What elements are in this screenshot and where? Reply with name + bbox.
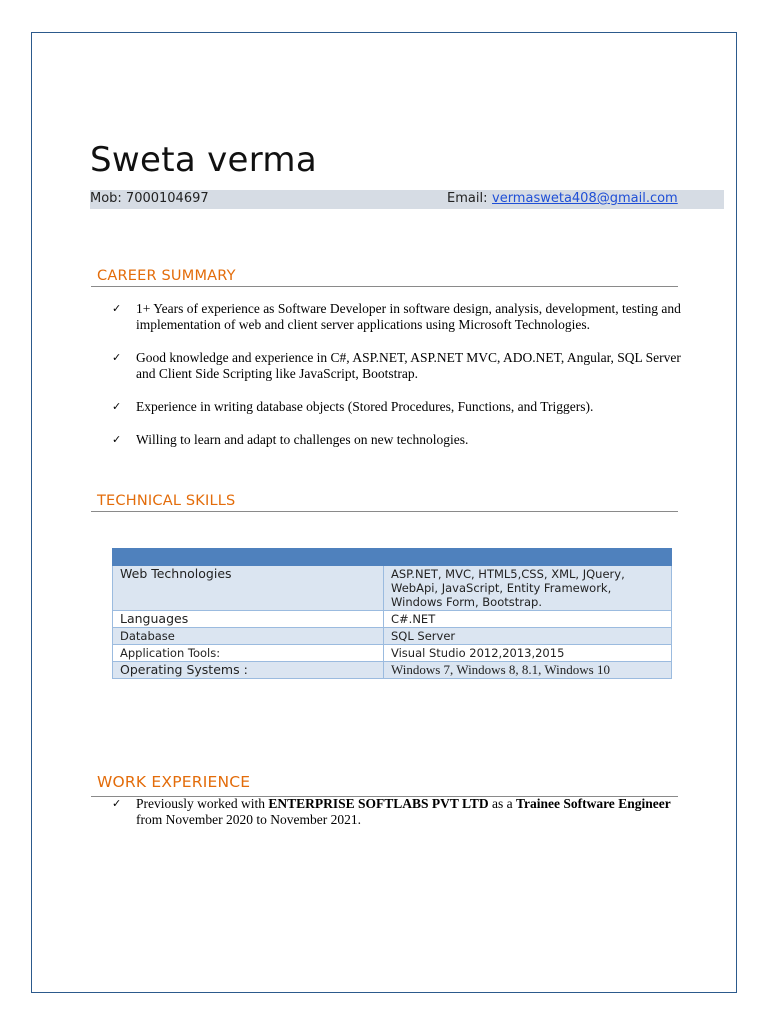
skill-category: Application Tools: (113, 645, 384, 662)
summary-text: Good knowledge and experience in C#, ASP.NET, ASP.NET MVC, ADO.NET, Angular, SQL Server and Client Side Scripting like JavaScript, Bootstrap. (136, 350, 681, 381)
technical-skills-rule (91, 511, 678, 512)
skill-value: ASP.NET, MVC, HTML5,CSS, XML, JQuery, WebApi, JavaScript, Entity Framework, Windows Form, Bootstrap. (384, 566, 672, 611)
table-row (113, 662, 672, 679)
work-duration: from November 2020 to November 2021. (136, 812, 361, 827)
summary-text: 1+ Years of experience as Software Developer in software design, analysis, development, testing and implementation of web and client server applications using Microsoft Technologies. (136, 301, 681, 332)
skills-table-header (113, 549, 672, 566)
table-row (113, 566, 672, 611)
check-mark-icon: ✓ (112, 433, 122, 446)
skill-category: Languages (113, 611, 384, 628)
table-row (113, 645, 672, 662)
career-summary-list (112, 301, 702, 448)
company-name: ENTERPRISE SOFTLABS PVT LTD (268, 796, 489, 811)
skill-category: Operating Systems : (113, 662, 384, 679)
contact-bar (90, 190, 724, 209)
technical-skills-heading: TECHNICAL SKILLS (97, 493, 236, 509)
skill-value: SQL Server (384, 628, 672, 645)
skill-category: Database (113, 628, 384, 645)
skill-value: Visual Studio 2012,2013,2015 (384, 645, 672, 662)
table-row (113, 611, 672, 628)
check-mark-icon: ✓ (112, 797, 122, 810)
skill-value: C#.NET (384, 611, 672, 628)
work-prefix: Previously worked with (136, 796, 269, 811)
role-title-part2: Engineer (618, 796, 671, 811)
email-label: Email: (447, 191, 488, 206)
skill-category: Web Technologies (113, 566, 384, 611)
check-mark-icon: ✓ (112, 302, 122, 315)
mobile-number: Mob: 7000104697 (90, 191, 209, 206)
email-link[interactable]: vermasweta408@gmail.com (492, 191, 678, 206)
list-item (112, 350, 702, 382)
career-summary-heading: CAREER SUMMARY (97, 268, 236, 284)
check-mark-icon: ✓ (112, 351, 122, 364)
list-item (112, 796, 672, 828)
career-summary-rule (91, 286, 678, 287)
table-row (113, 628, 672, 645)
skills-table (112, 548, 672, 679)
work-middle: as a (488, 796, 516, 811)
list-item (112, 301, 702, 333)
role-title-part1: Trainee Software (515, 796, 615, 811)
check-mark-icon: ✓ (112, 400, 122, 413)
work-experience-list (112, 796, 672, 828)
list-item (112, 399, 702, 415)
summary-text: Experience in writing database objects (Stored Procedures, Functions, and Triggers). (136, 399, 594, 414)
skill-value: Windows 7, Windows 8, 8.1, Windows 10 (384, 662, 672, 679)
work-experience-heading: WORK EXPERIENCE (97, 773, 251, 791)
candidate-name: Sweta verma (90, 140, 317, 180)
list-item (112, 432, 702, 448)
summary-text: Willing to learn and adapt to challenges on new technologies. (136, 432, 469, 447)
